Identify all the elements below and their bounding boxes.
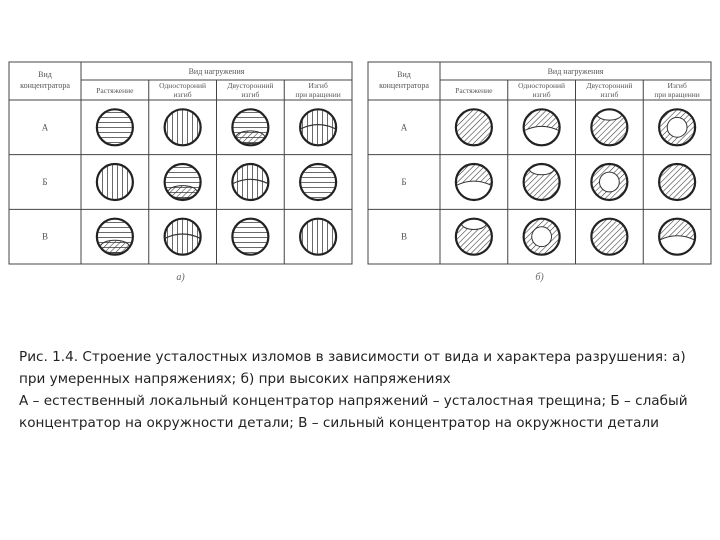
fracture-circle [300, 109, 336, 145]
fracture-circle [456, 164, 492, 200]
fracture-circle [300, 219, 336, 255]
corner-header-word: концентратора [379, 81, 429, 90]
caption-line-1: Рис. 1.4. Строение усталостных изломов в зависимости от вида и характера разрушения: а) при умеренных напряжениях; б) при высоких напряжениях [19, 349, 686, 387]
row-label: А [400, 122, 408, 133]
fracture-circle [591, 108, 627, 146]
fracture-circle [232, 219, 268, 255]
fracture-circle [97, 219, 133, 255]
row-label: В [41, 231, 49, 242]
fracture-circle [165, 164, 201, 200]
table-high-stress [368, 62, 711, 283]
row-label: В [400, 231, 408, 242]
column-header-word: при вращении [295, 90, 341, 99]
table-caption: а) [176, 272, 185, 283]
fracture-circle [659, 109, 695, 145]
column-header-word: Изгиб [308, 81, 328, 90]
corner-header-word: концентратора [20, 81, 70, 90]
fracture-circle [659, 164, 695, 200]
table-moderate-stress [9, 62, 352, 283]
column-header-word: при вращении [654, 90, 700, 99]
column-header-word: изгиб [532, 90, 551, 99]
corner-header-word: Вид [397, 70, 411, 79]
fracture-circle [165, 109, 201, 145]
row-label: А [41, 122, 49, 133]
column-header: Растяжение [455, 86, 493, 95]
fracture-circle [456, 109, 492, 145]
fracture-circle [232, 164, 268, 200]
corner-header-word: Вид [38, 70, 52, 79]
column-header-word: изгиб [241, 90, 260, 99]
fracture-circle [232, 109, 268, 145]
caption-line-2: А – естественный локальный концентратор напряжений – усталостная трещина; Б – слабый концентратор на окружности детали; В – сильный концентратор на окружности детали [19, 393, 688, 431]
fracture-circle [97, 164, 133, 200]
table-caption: б) [535, 272, 544, 283]
column-header-word: изгиб [173, 90, 192, 99]
fracture-circle [97, 109, 133, 145]
fracture-circle [165, 219, 201, 255]
fracture-circle [524, 219, 560, 255]
row-label: Б [42, 177, 48, 187]
fracture-circle [591, 164, 627, 200]
column-header-word: Двусторонний [227, 81, 274, 90]
fracture-circle [659, 219, 695, 255]
column-header-word: Двусторонний [586, 81, 633, 90]
row-label: Б [401, 177, 407, 187]
column-header-word: Одностороний [518, 81, 566, 90]
column-header-word: Изгиб [667, 81, 687, 90]
fracture-circle [591, 219, 627, 255]
group-header: Вид нагружения [188, 67, 245, 76]
fracture-circle [300, 164, 336, 200]
group-header: Вид нагружения [547, 67, 604, 76]
fracture-circle [524, 162, 560, 200]
fracture-circle [524, 109, 560, 145]
fracture-circle [456, 217, 492, 255]
column-header: Растяжение [96, 86, 134, 95]
column-header-word: изгиб [600, 90, 619, 99]
figure-caption [19, 346, 709, 434]
column-header-word: Одностороний [159, 81, 207, 90]
